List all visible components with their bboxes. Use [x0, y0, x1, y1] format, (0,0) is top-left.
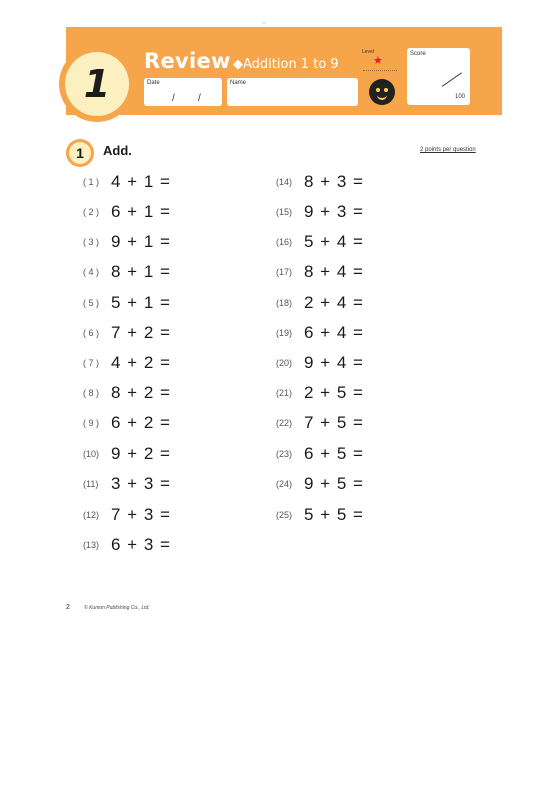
problem-equation: 5 + 4 =	[304, 232, 364, 251]
score-label: Score	[410, 51, 426, 57]
problem-equation: 6 + 4 =	[304, 323, 364, 342]
problem-number: (11)	[83, 479, 99, 489]
problem	[83, 172, 171, 192]
problem-number: ( 9 )	[83, 418, 100, 428]
problem	[83, 444, 171, 464]
problem-equation: 4 + 2 =	[111, 353, 171, 372]
problem-equation: 5 + 1 =	[111, 293, 171, 312]
problem	[83, 535, 171, 555]
problem-number: ( 4 )	[83, 267, 100, 277]
problem-equation: 8 + 2 =	[111, 383, 171, 402]
problem-number: (25)	[276, 510, 293, 520]
problem-equation: 9 + 3 =	[304, 202, 364, 221]
problem-number: ( 6 )	[83, 328, 100, 338]
problem-number: ( 1 )	[83, 177, 100, 187]
character-badge-icon	[369, 79, 395, 105]
problem-number: (20)	[276, 358, 293, 368]
problem-equation: 9 + 4 =	[304, 353, 364, 372]
problem-equation: 6 + 3 =	[111, 535, 171, 554]
problem	[276, 232, 364, 252]
problem	[83, 413, 171, 433]
date-label: Date	[147, 80, 160, 86]
problem	[276, 262, 364, 282]
problem-equation: 6 + 2 =	[111, 413, 171, 432]
problem-equation: 9 + 5 =	[304, 474, 364, 493]
problem-number: (13)	[83, 540, 100, 550]
unit-number: 1	[83, 62, 111, 106]
problem-number: (10)	[83, 449, 100, 459]
problem-number: (16)	[276, 237, 293, 247]
date-separator: /	[172, 93, 175, 104]
problem-number: (12)	[83, 510, 100, 520]
problem-equation: 9 + 2 =	[111, 444, 171, 463]
problem-equation: 7 + 3 =	[111, 505, 171, 524]
section-title: Add.	[103, 143, 132, 158]
problem	[276, 172, 364, 192]
problem-equation: 9 + 1 =	[111, 232, 171, 251]
problem-equation: 6 + 1 =	[111, 202, 171, 221]
problem	[276, 353, 364, 373]
problem-equation: 4 + 1 =	[111, 172, 171, 191]
problem-number: ( 2 )	[83, 207, 100, 217]
problem-equation: 8 + 3 =	[304, 172, 364, 191]
problem-number: (24)	[276, 479, 293, 489]
copyright: © Kumon Publishing Co., Ltd.	[84, 605, 150, 611]
problem	[276, 383, 364, 403]
problem-number: (23)	[276, 449, 293, 459]
problem-number: (21)	[276, 388, 293, 398]
problem-equation: 7 + 2 =	[111, 323, 171, 342]
problem-number: ( 5 )	[83, 298, 100, 308]
problem	[83, 505, 171, 525]
problem-number: ( 7 )	[83, 358, 100, 368]
name-field[interactable]	[227, 78, 358, 106]
problem	[83, 383, 171, 403]
problem	[83, 293, 171, 313]
page-subtitle: ◆Addition 1 to 9	[233, 57, 339, 72]
points-note: 2 points per question	[420, 147, 476, 153]
problem	[83, 353, 171, 373]
problem-number: (17)	[276, 267, 293, 277]
problem-equation: 3 + 3 =	[111, 474, 171, 493]
section-number: 1	[69, 142, 91, 164]
problem-number: (15)	[276, 207, 293, 217]
problem	[276, 323, 364, 343]
name-label: Name	[230, 80, 247, 86]
problem-equation: 8 + 1 =	[111, 262, 171, 281]
badge-eye	[376, 88, 380, 92]
problem-number: (14)	[276, 177, 293, 187]
problem	[276, 413, 364, 433]
problem	[83, 474, 171, 494]
problem	[83, 232, 171, 252]
problem	[276, 444, 364, 464]
problem-number: ( 3 )	[83, 237, 100, 247]
problem-equation: 2 + 4 =	[304, 293, 364, 312]
problem-equation: 5 + 5 =	[304, 505, 364, 524]
problem-number: (19)	[276, 328, 293, 338]
problem	[83, 323, 171, 343]
level-divider	[363, 70, 397, 71]
problem-equation: 7 + 5 =	[304, 413, 364, 432]
problem	[276, 474, 364, 494]
problem	[83, 202, 171, 222]
score-total: 100	[455, 94, 466, 100]
problem-equation: 8 + 4 =	[304, 262, 364, 281]
date-separator: /	[198, 93, 201, 104]
problem-equation: 2 + 5 =	[304, 383, 364, 402]
badge-eye	[384, 88, 388, 92]
problem-number: ( 8 )	[83, 388, 100, 398]
problem-equation: 6 + 5 =	[304, 444, 364, 463]
problem	[276, 202, 364, 222]
problem	[276, 505, 364, 525]
page-number: 2	[66, 604, 70, 611]
problem-number: (18)	[276, 298, 293, 308]
level-label: Level	[362, 49, 374, 55]
top-mark	[262, 21, 266, 24]
problem-number: (22)	[276, 418, 293, 428]
level-star-icon: ★	[373, 55, 383, 67]
badge-mouth	[377, 95, 387, 100]
problem	[276, 293, 364, 313]
page-title: Review	[144, 49, 231, 73]
problem	[83, 262, 171, 282]
